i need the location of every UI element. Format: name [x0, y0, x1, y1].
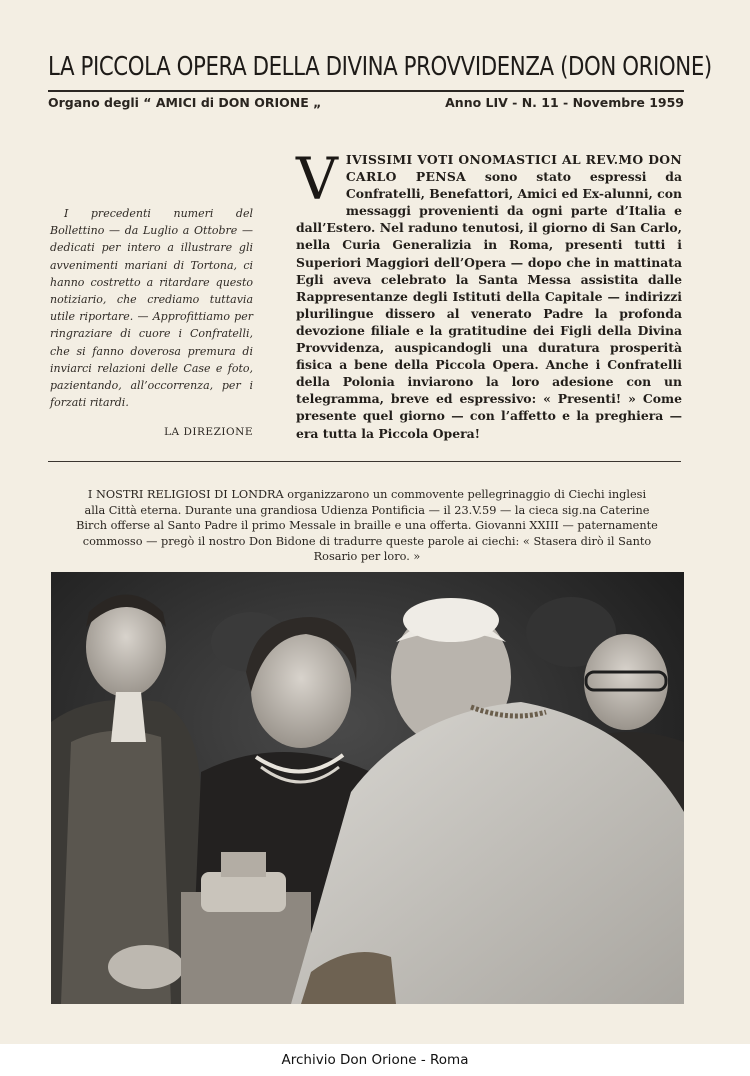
photo-illustration	[51, 572, 684, 1004]
masthead-rule	[48, 90, 684, 92]
drop-cap: V	[296, 145, 338, 213]
editorial-note: I precedenti numeri del Bollettino — da Luglio a Ottobre — dedicati per intero a illustrare gli avvenimenti mariani di Tortona, ci hanno costretto a ritardare questo notiziario, che crediamo tuttavia utile riportare. — Approfittiamo per ringraziare di cuore i Confratelli, che si fanno doverosa premura di inviarci relazioni delle Case e foto, pazientando, all’occorrenza, per i forzati ritardi.	[50, 207, 253, 410]
organ-label: Organo degli “ AMICI di DON ORIONE „	[48, 95, 322, 110]
archive-label: Archivio Don Orione - Roma	[281, 1052, 469, 1068]
article-lead: IVISSIMI VOTI ONOMASTICI AL REV.MO DON CARLO PENSA	[345, 152, 682, 185]
issue-label: Anno LIV - N. 11 - Novembre 1959	[445, 95, 684, 110]
main-article	[296, 145, 682, 442]
masthead-title: LA PICCOLA OPERA DELLA DIVINA PROVVIDENZA (DON ORIONE)	[48, 52, 712, 82]
article-body: sono stato espressi da Confratelli, Benefattori, Amici ed Ex-alunni, con messaggi provenienti da ogni parte d’Italia e dall’Estero. Nel raduno tenutosi, il giorno di San Carlo, nella Curia Generalizia in Roma, presenti tutti i Superiori Maggiori dell’Opera — dopo che in mattinata Egli aveva celebrato la Santa Messa assistita dalle Rappresentanze degli Istituti della Capitale — indirizzi plurilingue dissero al venerato Padre la profonda devozione filiale e la gratitudine dei Figli della Divina Provvidenza, auspicandogli una duratura prosperità fisica a bene della Piccola Opera. Anche i Confratelli della Polonia inviarono la loro adesione con un telegramma, breve ed espressivo: « Presenti! » Come presente quel giorno — con l’affetto e la preghiera — era tutta la Piccola Opera!	[296, 169, 682, 441]
editorial-signature: LA DIREZIONE	[164, 426, 253, 438]
section-divider	[48, 461, 681, 462]
masthead-subline	[48, 95, 684, 110]
photo-caption: I NOSTRI RELIGIOSI DI LONDRA organizzarono un commovente pellegrinaggio di Ciechi inglesi alla Città eterna. Durante una grandiosa Udienza Pontificia — il 23.V.59 — la cieca sig.na Caterine Birch offerse al Santo Padre il primo Messale in braille e una offerta. Giovanni XXIII — paternamente commosso — pregò il nostro Don Bidone di tradurre queste parole ai ciechi: « Stasera dirò il Santo Rosario per loro. »	[76, 488, 658, 564]
audience-photo	[51, 572, 684, 1004]
